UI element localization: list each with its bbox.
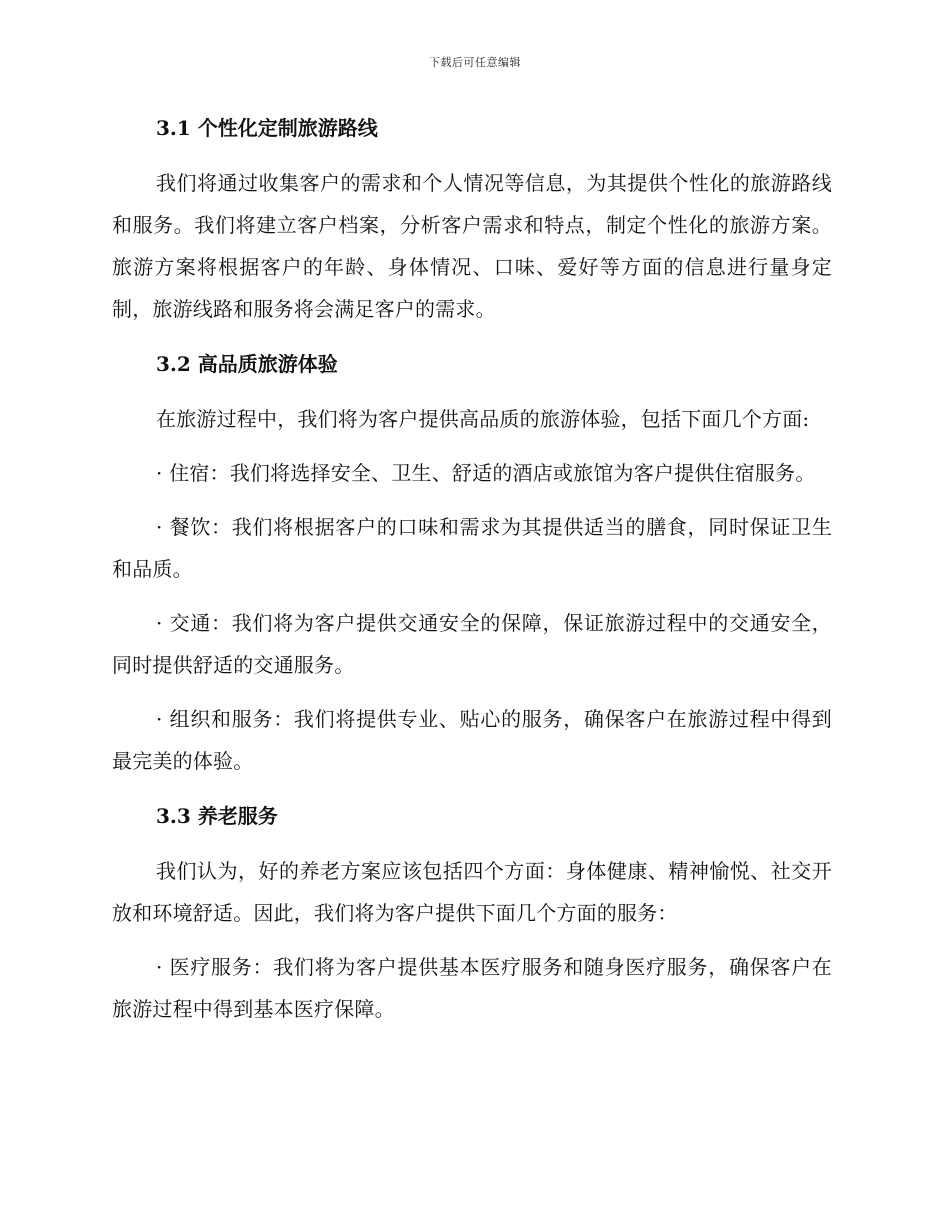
paragraph: 在旅游过程中，我们将为客户提供高品质的旅游体验，包括下面几个方面: (156, 407, 810, 431)
paragraph: 我们认为，好的养老方案应该包括四个方面：身体健康、精神愉悦、社交开放和环境舒适。因此，我们将为客户提供下面几个方面的服务： (112, 859, 832, 925)
list-item-dining: · 餐饮：我们将根据客户的口味和需求为其提供适当的膳食，同时保证卫生和品质。 (112, 515, 832, 581)
section-heading-3-1: 3.1 个性化定制旅游路线 (156, 116, 378, 140)
section-heading-3-2: 3.2 高品质旅游体验 (156, 352, 338, 376)
list-item-transport: · 交通：我们将为客户提供交通安全的保障，保证旅游过程中的交通安全，同时提供舒适的交通服务。 (112, 611, 832, 677)
section-heading-3-3: 3.3 养老服务 (156, 804, 278, 828)
page-header: 下载后可任意编辑 (429, 56, 521, 69)
list-item-medical: · 医疗服务：我们将为客户提供基本医疗服务和随身医疗服务，确保客户在旅游过程中得到基本医疗保障。 (112, 955, 832, 1021)
list-item-accommodation: · 住宿：我们将选择安全、卫生、舒适的酒店或旅馆为客户提供住宿服务。 (156, 461, 816, 485)
document-body (112, 110, 832, 1030)
paragraph: 我们将通过收集客户的需求和个人情况等信息，为其提供个性化的旅游路线和服务。我们将建立客户档案，分析客户需求和特点，制定个性化的旅游方案。旅游方案将根据客户的年龄、身体情况、口味、爱好等方面的信息进行量身定制，旅游线路和服务将会满足客户的需求。 (112, 171, 832, 321)
list-item-service: · 组织和服务：我们将提供专业、贴心的服务，确保客户在旅游过程中得到最完美的体验。 (112, 707, 832, 773)
